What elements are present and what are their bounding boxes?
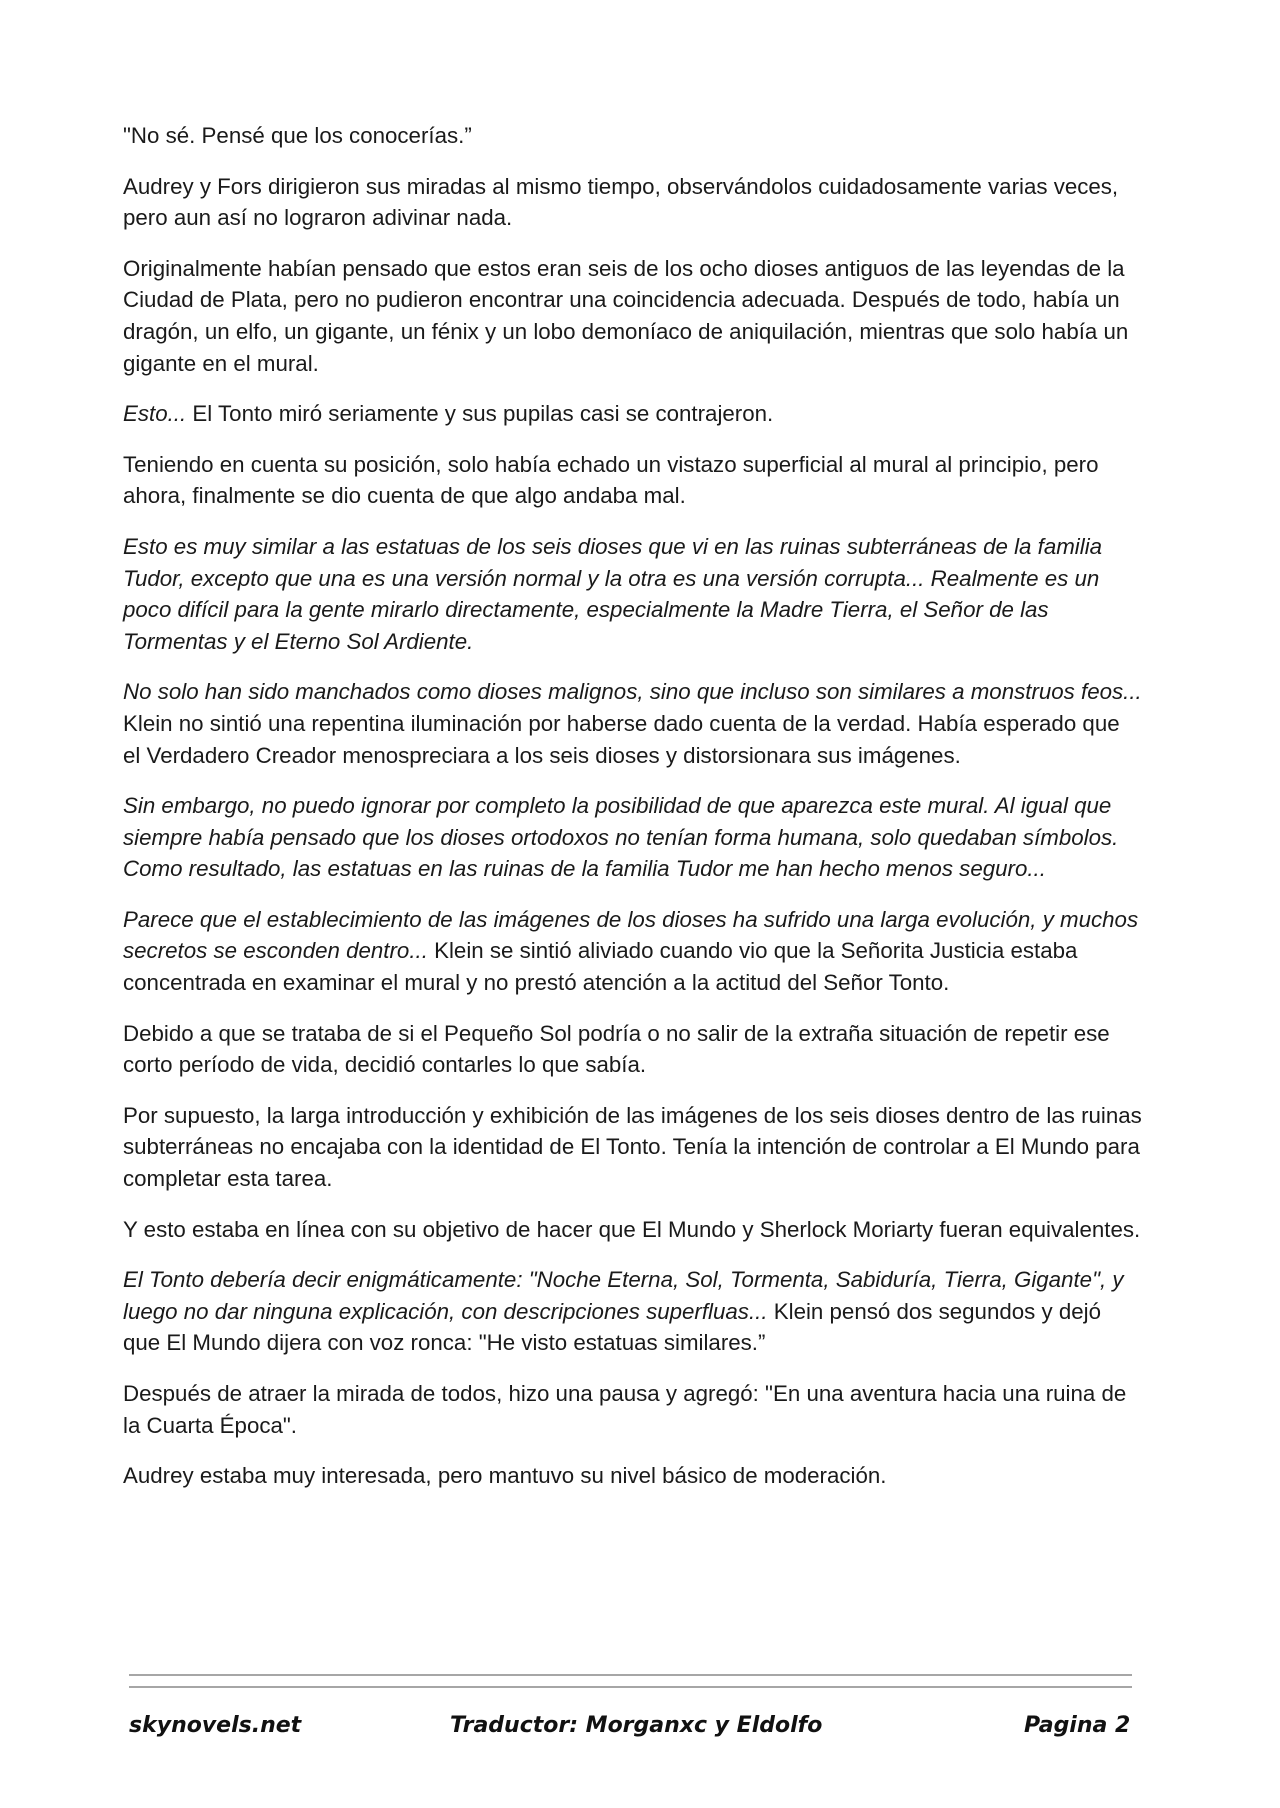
- body-text: [123, 120, 1143, 1511]
- paragraph: [123, 1264, 1143, 1359]
- footer-site: skynovels.net: [129, 1713, 302, 1738]
- paragraph: [123, 1460, 1143, 1492]
- paragraph: [123, 398, 1143, 430]
- text-run: Audrey estaba muy interesada, pero mantuvo su nivel básico de moderación.: [123, 1463, 887, 1489]
- footer-page-number: Pagina 2: [1024, 1713, 1131, 1738]
- text-run: Debido a que se trataba de si el Pequeño Sol podría o no salir de la extraña situación de repetir ese corto período de vida, decidió contarles lo que sabía.: [123, 1020, 1110, 1078]
- italic-run: Esto es muy similar a las estatuas de los seis dioses que vi en las ruinas subterráneas de la familia Tudor, excepto que una es una versión normal y la otra es una versión corrupta... Realmente es un poco difícil para la gente mirarlo directamente, especialmente la Madre Tierra, el Señor de las Tormentas y el Eterno Sol Ardiente.: [123, 533, 1103, 654]
- paragraph: [123, 171, 1143, 234]
- italic-run: No solo han sido manchados como dioses malignos, sino que incluso son similares a monstruos feos...: [123, 679, 1142, 705]
- paragraph: [123, 790, 1143, 885]
- paragraph: [123, 1100, 1143, 1195]
- paragraph: [123, 253, 1143, 379]
- italic-run: El Tonto debería decir enigmáticamente: "Noche Eterna, Sol, Tormenta, Sabiduría, Tierra, Gigante", y luego no dar ninguna explicación, con descripciones superfluas...: [123, 1267, 1124, 1324]
- text-run: Teniendo en cuenta su posición, solo había echado un vistazo superficial al mural al principio, pero ahora, finalmente se dio cuenta de que algo andaba mal.: [123, 451, 1099, 509]
- footer-translator: Traductor: Morganxc y Eldolfo: [450, 1713, 823, 1738]
- italic-run: Parece que el establecimiento de las imágenes de los dioses ha sufrido una larga evolución, y muchos secretos se esconden dentro...: [123, 906, 1139, 964]
- paragraph: [123, 676, 1143, 771]
- text-run: El Tonto miró seriamente y sus pupilas casi se contrajeron.: [186, 401, 774, 427]
- paragraph: [123, 449, 1143, 512]
- text-run: "No sé. Pensé que los conocerías.”: [123, 123, 472, 148]
- footer-divider-top: [129, 1674, 1132, 1676]
- text-run: Klein se sintió aliviado cuando vio que la Señorita Justicia estaba concentrada en examinar el mural y no prestó atención a la actitud del Señor Tonto.: [123, 938, 1078, 996]
- text-run: Después de atraer la mirada de todos, hizo una pausa y agregó: "En una aventura hacia una ruina de la Cuarta Época".: [123, 1381, 1127, 1438]
- paragraph: [123, 1018, 1143, 1081]
- italic-run: Esto...: [123, 401, 187, 427]
- paragraph: [123, 120, 1143, 152]
- text-run: Klein pensó dos segundos y dejó que El Mundo dijera con voz ronca: "He visto estatuas similares.”: [123, 1298, 1101, 1356]
- text-run: Audrey y Fors dirigieron sus miradas al mismo tiempo, observándolos cuidadosamente varias veces, pero aun así no lograron adivinar nada.: [123, 173, 1119, 231]
- footer-divider-bottom: [129, 1686, 1132, 1688]
- text-run: Y esto estaba en línea con su objetivo de hacer que El Mundo y Sherlock Moriarty fueran equivalentes.: [123, 1216, 1141, 1242]
- paragraph: [123, 531, 1143, 657]
- text-run: Por supuesto, la larga introducción y exhibición de las imágenes de los seis dioses dentro de las ruinas subterráneas no encajaba con la identidad de El Tonto. Tenía la intención de controlar a El Mundo para completar esta tarea.: [123, 1102, 1142, 1192]
- italic-run: Sin embargo, no puedo ignorar por completo la posibilidad de que aparezca este mural. Al igual que siempre había pensado que los dioses ortodoxos no tenían forma humana, solo quedaban símbolos. Como resultado, las estatuas en las ruinas de la familia Tudor me han hecho menos seguro...: [123, 793, 1119, 882]
- paragraph: [123, 904, 1143, 999]
- text-run: Klein no sintió una repentina iluminación por haberse dado cuenta de la verdad. Había esperado que el Verdadero Creador menospreciara a los seis dioses y distorsionara sus imágenes.: [123, 710, 1120, 768]
- text-run: Originalmente habían pensado que estos eran seis de los ocho dioses antiguos de las leyendas de la Ciudad de Plata, pero no pudieron encontrar una coincidencia adecuada. Después de todo, había un dragón, un elfo, un gigante, un fénix y un lobo demoníaco de aniquilación, mientras que solo había un gigante en el mural.: [123, 255, 1129, 376]
- paragraph: [123, 1214, 1143, 1246]
- paragraph: [123, 1378, 1143, 1441]
